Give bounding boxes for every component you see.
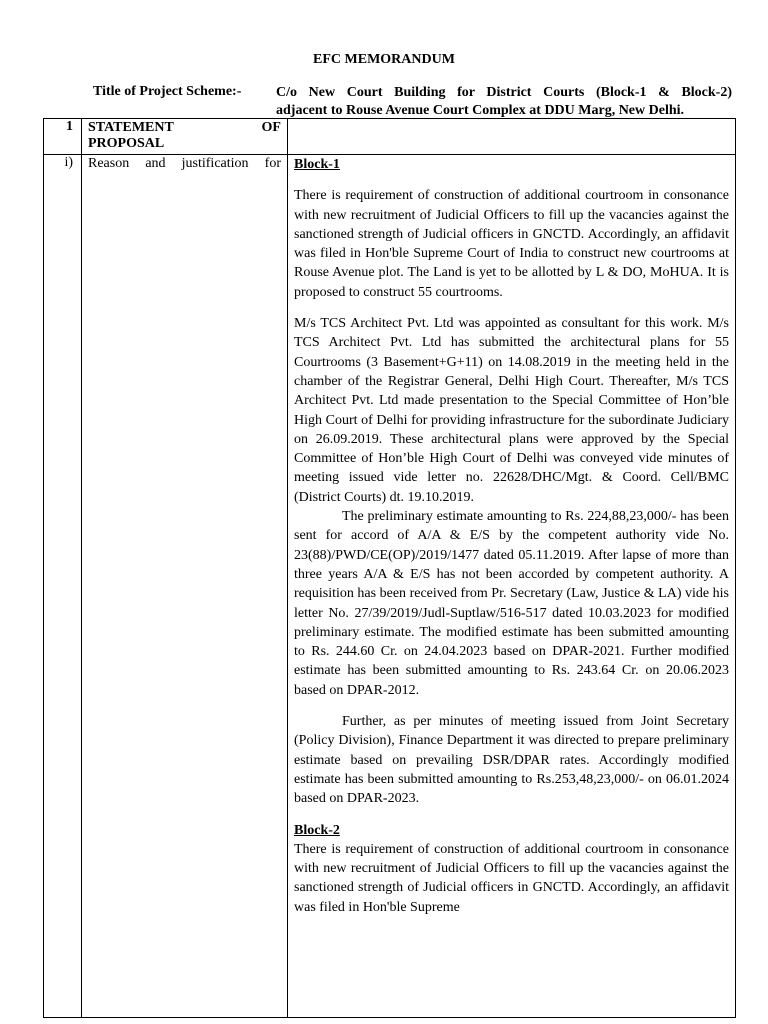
row-number: i) — [44, 155, 82, 1018]
reason-word: and — [145, 156, 166, 171]
block-2-paragraph: There is requirement of construction of additional courtroom in consonance with new recruitment of Judicial Officers to fill up the vacancies against the sanctioned strength of Judicial officers in GNCTD. Accordingly, an affidavit was filed in Hon'ble Supreme — [294, 841, 729, 915]
block-2-heading: Block-2 — [294, 822, 340, 838]
table-row — [44, 155, 736, 1018]
block-1-paragraph: There is requirement of construction of additional courtroom in consonance with new recruitment of Judicial Officers to fill up the vacancies against the sanctioned strength of Judicial officers in GNCTD. Accordingly, an affidavit was filed in Hon'ble Supreme Court of India to construct new courtrooms at Rouse Avenue plot. The Land is yet to be allotted by L & DO, MoHUA. It is proposed to construct 55 courtrooms. — [294, 188, 729, 300]
header-word-statement: STATEMENT — [88, 120, 174, 135]
reason-word: justification — [181, 156, 249, 171]
block-1-paragraph: The preliminary estimate amounting to Rs. 224,88,23,000/- has been sent for accord of A/A & E/S by the competent authority vide No. 23(88)/PWD/CE(OP)/2019/1477 dated 05.11.2019. After lapse of more than three years A/A & E/S has not been accorded by competent authority. A requisition has been received from Pr. Secretary (Law, Justice & LA) vide his letter No. 27/39/2019/Judl-Suptlaw/516-517 dated 10.03.2023 for modified preliminary estimate. The modified estimate has been submitted amounting to Rs. 244.60 Cr. on 24.04.2023 based on DPAR-2021. Further modified estimate has been submitted amounting to Rs. 243.64 Cr. on 20.06.2023 based on DPAR-2012. — [294, 509, 729, 698]
project-title-line-1: C/o New Court Building for District Courts (Block-1 & Block-2) — [276, 85, 732, 100]
reason-cell — [82, 155, 288, 1018]
table-header-row — [44, 119, 736, 155]
reason-word: for — [264, 156, 281, 171]
document-title: EFC MEMORANDUM — [313, 52, 455, 67]
block-1-paragraph: M/s TCS Architect Pvt. Ltd was appointed as consultant for this work. M/s TCS Architect Pvt. Ltd has submitted the architectural plans for 55 Courtrooms (3 Basement+G+11) on 14.08.2019 in the meeting held in the chamber of the Registrar General, Delhi High Court. Thereafter, M/s TCS Architect Pvt. Ltd made presentation to the Special Committee of Hon’ble High Court of Delhi for providing infrastructure for the subordinate Judiciary on 26.09.2019. These architectural plans were approved by the Special Committee of Hon’ble High Court of Delhi was conveyed vide minutes of meeting issued vide letter no. 22628/DHC/Mgt. & Coord. Cell/BMC (District Courts) dt. 19.10.2019. — [294, 316, 729, 505]
proposal-table — [43, 118, 736, 1018]
header-number: 1 — [44, 119, 82, 155]
project-title-text — [276, 84, 732, 120]
header-word-of: OF — [261, 120, 281, 135]
reason-label — [88, 155, 281, 173]
header-empty-cell — [288, 119, 736, 155]
justification-cell — [288, 155, 736, 1018]
project-title-line-2: adjacent to Rouse Avenue Court Complex at DDU Marg, New Delhi. — [276, 103, 685, 118]
project-title-label: Title of Project Scheme:- — [93, 84, 242, 99]
reason-word: Reason — [88, 156, 130, 171]
header-word-proposal: PROPOSAL — [88, 136, 165, 151]
header-statement-of-proposal — [82, 119, 288, 155]
block-1-paragraph: Further, as per minutes of meeting issued from Joint Secretary (Policy Division), Finance Department it was directed to prepare preliminary estimate based on prevailing DSR/DPAR rates. Accordingly modified estimate has been submitted amounting to Rs.253,48,23,000/- on 06.01.2024 based on DPAR-2023. — [294, 714, 729, 807]
block-1-heading: Block-1 — [294, 157, 340, 172]
